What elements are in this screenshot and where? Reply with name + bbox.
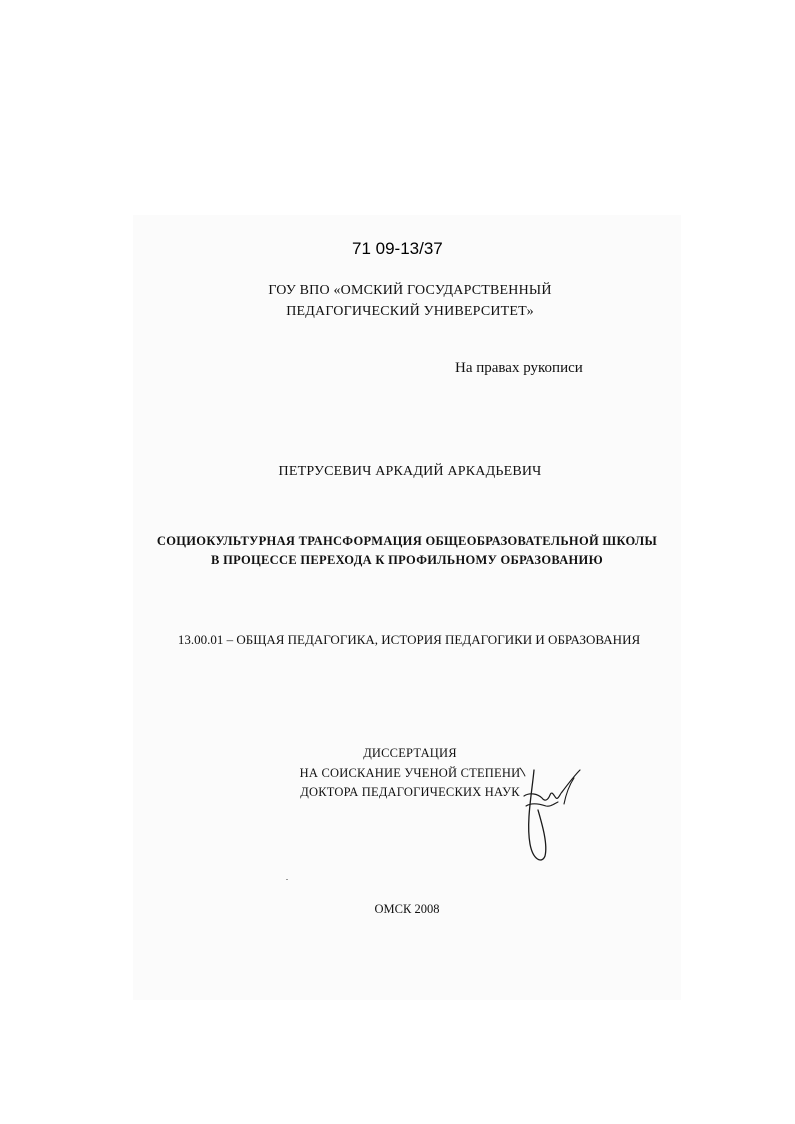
specialty-code: 13.00.01 – ОБЩАЯ ПЕДАГОГИКА, ИСТОРИЯ ПЕДАГОГИКИ И ОБРАЗОВАНИЯ (177, 632, 641, 647)
author-name: ПЕТРУСЕВИЧ АРКАДИЙ АРКАДЬЕВИЧ (278, 464, 542, 479)
dissertation-title-line-1: СОЦИОКУЛЬТУРНАЯ ТРАНСФОРМАЦИЯ ОБЩЕОБРАЗОВАТЕЛЬНОЙ ШКОЛЫ (156, 534, 658, 548)
dissertation-title-line-2: В ПРОЦЕССЕ ПЕРЕХОДА К ПРОФИЛЬНОМУ ОБРАЗОВАНИЮ (211, 553, 603, 567)
organization-line-2: ПЕДАГОГИЧЕСКИЙ УНИВЕРСИТЕТ» (286, 304, 534, 319)
organization-line-1: ГОУ ВПО «ОМСКИЙ ГОСУДАРСТВЕННЫЙ (268, 283, 552, 298)
handwritten-signature (512, 762, 587, 867)
city-year: ОМСК 2008 (374, 902, 440, 916)
degree-line-3: ДОКТОРА ПЕДАГОГИЧЕСКИХ НАУК (300, 785, 520, 799)
degree-line-1: ДИССЕРТАЦИЯ (363, 746, 457, 760)
document-code: 71 09-13/37 (352, 239, 443, 258)
scan-speck (286, 879, 288, 880)
rights-note: На правах рукописи (455, 360, 583, 376)
degree-line-2: НА СОИСКАНИЕ УЧЕНОЙ СТЕПЕНИ (299, 766, 521, 780)
scanned-page (133, 215, 681, 1000)
